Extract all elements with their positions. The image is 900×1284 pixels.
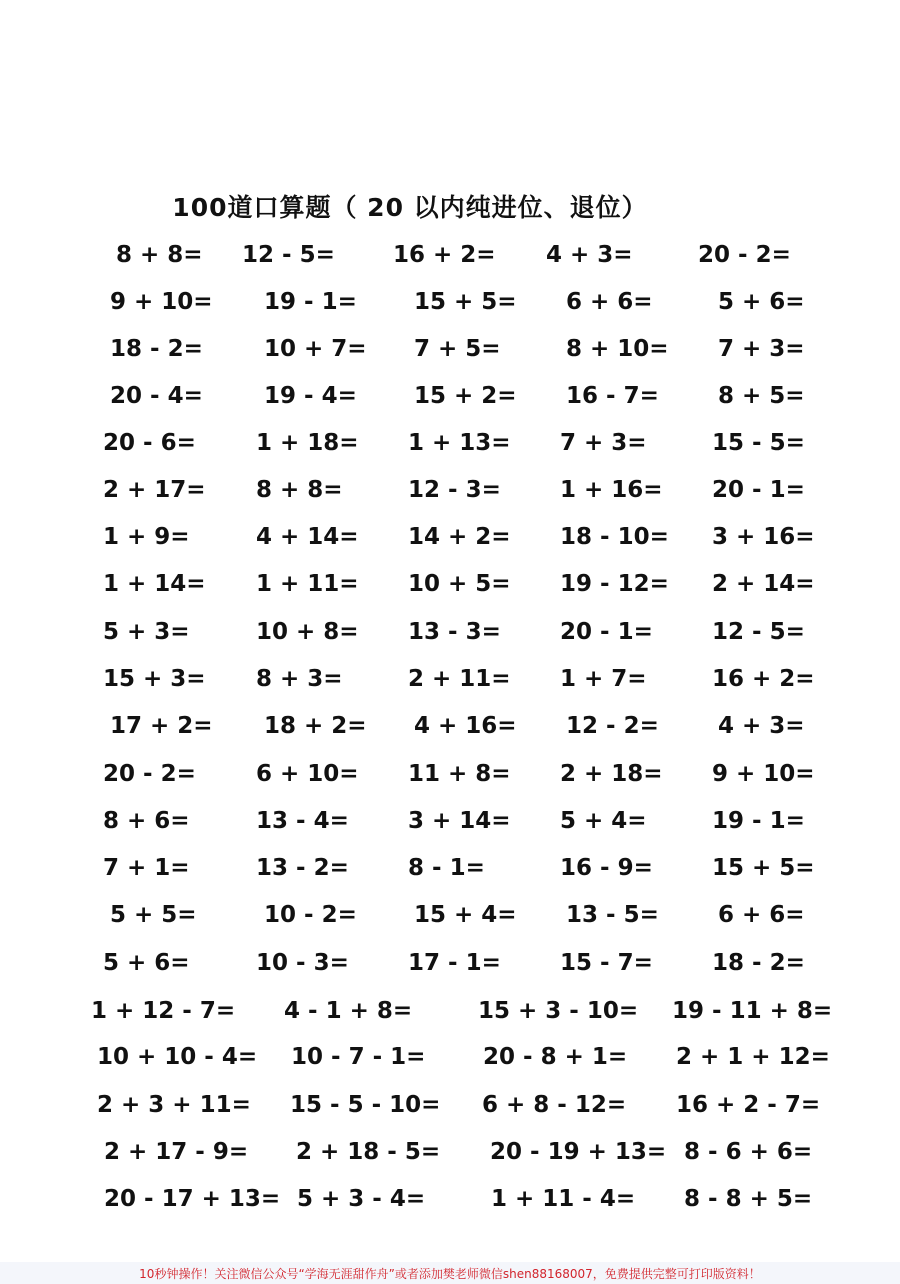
arithmetic-problem: 7 + 5= (414, 336, 501, 362)
arithmetic-problem: 20 - 17 + 13= (104, 1186, 281, 1212)
footer-note: 10秒钟操作！关注微信公众号“学海无涯甜作舟”或者添加樊老师微信shen88168007，免费提供完整可打印版资料！ (139, 1267, 761, 1281)
arithmetic-problem: 4 + 14= (256, 524, 359, 550)
arithmetic-problem: 13 - 4= (256, 808, 349, 834)
arithmetic-problem: 15 + 3 - 10= (478, 998, 639, 1024)
arithmetic-problem: 1 + 14= (103, 571, 206, 597)
arithmetic-problem: 20 - 6= (103, 430, 196, 456)
arithmetic-problem: 12 - 2= (566, 713, 659, 739)
arithmetic-problem: 10 + 7= (264, 336, 367, 362)
arithmetic-problem: 8 + 3= (256, 666, 343, 692)
arithmetic-problem: 10 + 8= (256, 619, 359, 645)
arithmetic-problem: 3 + 14= (408, 808, 511, 834)
arithmetic-problem: 19 - 11 + 8= (672, 998, 833, 1024)
arithmetic-problem: 15 - 5 - 10= (290, 1092, 441, 1118)
arithmetic-problem: 8 - 8 + 5= (684, 1186, 813, 1212)
arithmetic-problem: 13 - 2= (256, 855, 349, 881)
arithmetic-problem: 2 + 18 - 5= (296, 1139, 441, 1165)
arithmetic-problem: 6 + 10= (256, 761, 359, 787)
arithmetic-problem: 6 + 8 - 12= (482, 1092, 627, 1118)
arithmetic-problem: 17 + 2= (110, 713, 213, 739)
arithmetic-problem: 16 - 7= (566, 383, 659, 409)
arithmetic-problem: 18 - 10= (560, 524, 669, 550)
arithmetic-problem: 11 + 8= (408, 761, 511, 787)
arithmetic-problem: 5 + 6= (718, 289, 805, 315)
arithmetic-problem: 19 - 4= (264, 383, 357, 409)
arithmetic-problem: 7 + 1= (103, 855, 190, 881)
arithmetic-problem: 14 + 2= (408, 524, 511, 550)
arithmetic-problem: 2 + 17 - 9= (104, 1139, 249, 1165)
arithmetic-problem: 12 - 5= (712, 619, 805, 645)
arithmetic-problem: 18 - 2= (110, 336, 203, 362)
arithmetic-problem: 15 + 2= (414, 383, 517, 409)
arithmetic-problem: 1 + 13= (408, 430, 511, 456)
arithmetic-problem: 10 + 5= (408, 571, 511, 597)
arithmetic-problem: 8 + 6= (103, 808, 190, 834)
arithmetic-problem: 8 + 8= (116, 242, 203, 268)
arithmetic-problem: 1 + 11= (256, 571, 359, 597)
arithmetic-problem: 13 - 3= (408, 619, 501, 645)
arithmetic-problem: 4 + 3= (546, 242, 633, 268)
arithmetic-problem: 2 + 14= (712, 571, 815, 597)
arithmetic-problem: 18 + 2= (264, 713, 367, 739)
arithmetic-problem: 13 - 5= (566, 902, 659, 928)
arithmetic-problem: 10 - 2= (264, 902, 357, 928)
arithmetic-problem: 1 + 16= (560, 477, 663, 503)
arithmetic-problem: 20 - 4= (110, 383, 203, 409)
arithmetic-problem: 20 - 2= (103, 761, 196, 787)
arithmetic-problem: 2 + 1 + 12= (676, 1044, 830, 1070)
arithmetic-problem: 15 + 3= (103, 666, 206, 692)
arithmetic-problem: 8 + 8= (256, 477, 343, 503)
arithmetic-problem: 7 + 3= (560, 430, 647, 456)
arithmetic-problem: 1 + 18= (256, 430, 359, 456)
arithmetic-problem: 5 + 3 - 4= (297, 1186, 426, 1212)
arithmetic-problem: 1 + 11 - 4= (491, 1186, 636, 1212)
arithmetic-problem: 1 + 9= (103, 524, 190, 550)
arithmetic-problem: 4 + 3= (718, 713, 805, 739)
arithmetic-problem: 8 - 1= (408, 855, 485, 881)
arithmetic-problem: 8 - 6 + 6= (684, 1139, 813, 1165)
page-title: 100道口算题（ 20 以内纯进位、退位） (172, 193, 648, 222)
arithmetic-problem: 10 - 3= (256, 950, 349, 976)
arithmetic-problem: 6 + 6= (566, 289, 653, 315)
arithmetic-problem: 20 - 1= (712, 477, 805, 503)
arithmetic-problem: 4 - 1 + 8= (284, 998, 413, 1024)
arithmetic-problem: 5 + 5= (110, 902, 197, 928)
arithmetic-problem: 18 - 2= (712, 950, 805, 976)
arithmetic-problem: 4 + 16= (414, 713, 517, 739)
arithmetic-problem: 1 + 12 - 7= (91, 998, 236, 1024)
arithmetic-problem: 8 + 10= (566, 336, 669, 362)
arithmetic-problem: 5 + 6= (103, 950, 190, 976)
arithmetic-problem: 3 + 16= (712, 524, 815, 550)
arithmetic-problem: 20 - 2= (698, 242, 791, 268)
arithmetic-problem: 8 + 5= (718, 383, 805, 409)
arithmetic-problem: 12 - 3= (408, 477, 501, 503)
arithmetic-problem: 9 + 10= (712, 761, 815, 787)
arithmetic-problem: 19 - 12= (560, 571, 669, 597)
arithmetic-problem: 5 + 3= (103, 619, 190, 645)
arithmetic-problem: 20 - 8 + 1= (483, 1044, 628, 1070)
arithmetic-problem: 7 + 3= (718, 336, 805, 362)
arithmetic-problem: 19 - 1= (264, 289, 357, 315)
arithmetic-problem: 6 + 6= (718, 902, 805, 928)
arithmetic-problem: 20 - 19 + 13= (490, 1139, 667, 1165)
arithmetic-problem: 2 + 3 + 11= (97, 1092, 251, 1118)
arithmetic-problem: 12 - 5= (242, 242, 335, 268)
arithmetic-problem: 15 + 5= (712, 855, 815, 881)
arithmetic-problem: 16 - 9= (560, 855, 653, 881)
arithmetic-problem: 15 - 7= (560, 950, 653, 976)
arithmetic-problem: 16 + 2 - 7= (676, 1092, 821, 1118)
arithmetic-problem: 5 + 4= (560, 808, 647, 834)
arithmetic-problem: 17 - 1= (408, 950, 501, 976)
arithmetic-problem: 10 - 7 - 1= (291, 1044, 426, 1070)
arithmetic-problem: 1 + 7= (560, 666, 647, 692)
arithmetic-problem: 10 + 10 - 4= (97, 1044, 258, 1070)
arithmetic-problem: 2 + 18= (560, 761, 663, 787)
arithmetic-problem: 20 - 1= (560, 619, 653, 645)
arithmetic-problem: 15 + 4= (414, 902, 517, 928)
arithmetic-problem: 19 - 1= (712, 808, 805, 834)
arithmetic-problem: 2 + 11= (408, 666, 511, 692)
arithmetic-problem: 16 + 2= (393, 242, 496, 268)
arithmetic-problem: 15 + 5= (414, 289, 517, 315)
arithmetic-problem: 2 + 17= (103, 477, 206, 503)
arithmetic-problem: 16 + 2= (712, 666, 815, 692)
arithmetic-problem: 9 + 10= (110, 289, 213, 315)
arithmetic-problem: 15 - 5= (712, 430, 805, 456)
